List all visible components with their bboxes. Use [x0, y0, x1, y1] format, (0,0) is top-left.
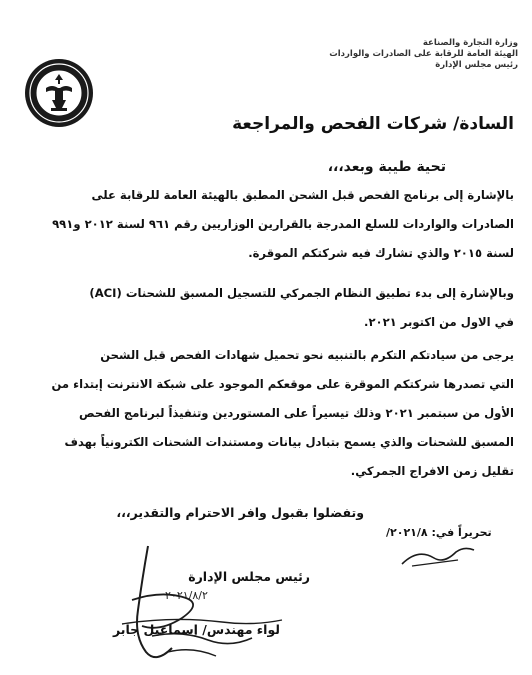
paragraph-line: لسنة ٢٠١٥ والذي تشارك فيه شركتكم الموقرة.: [248, 246, 514, 260]
paragraph-2: [22, 279, 514, 337]
paragraph-line: الصادرات والواردات للسلع المدرجة بالقرارين الوزاريين رقم ٩٦١ لسنة ٢٠١٢ و٩٩١: [52, 217, 514, 231]
paragraph-3: [22, 341, 514, 486]
paragraph-1: [22, 181, 514, 268]
addressee-heading: السادة/ شركات الفحص والمراجعة: [232, 114, 514, 134]
signatory-name: لواء مهندس/ إسماعيل جابر: [112, 622, 280, 637]
ministry-name: وزارة التجارة والصناعة: [422, 38, 518, 48]
signature-icon: [112, 540, 292, 672]
paragraph-line: وبالإشارة إلى بدء تطبيق النظام الجمركي للتسجيل المسبق للشحنات (ACI): [89, 286, 514, 300]
eagle-seal-icon: [24, 58, 94, 128]
closing-line: وتفضلوا بقبول وافر الاحترام والتقدير،،،: [116, 505, 364, 520]
handwritten-initial-icon: [398, 544, 478, 570]
paragraph-line: المسبق للشحنات والذي يسمح بتبادل بيانات ومستندات الشحنات الكترونياً بهدف: [64, 435, 514, 449]
dated-line: تحريراً في: ٢٠٢١/٨/: [386, 526, 492, 539]
greeting: تحية طيبة وبعد،،،: [327, 159, 446, 175]
paragraph-line: بالإشارة إلى برنامج الفحص قبل الشحن المطبق بالهيئة العامة للرقابة على: [91, 188, 514, 202]
paragraph-line: الأول من سبتمبر ٢٠٢١ وذلك تيسيراً على المستوردين وتنفيذاً لبرنامج الفحص: [79, 406, 514, 420]
paragraph-line: يرجى من سيادتكم التكرم بالتنبيه نحو تحميل شهادات الفحص قبل الشحن: [100, 348, 514, 362]
office-name: رئيس مجلس الإدارة: [435, 60, 518, 70]
letterhead: [278, 38, 518, 71]
handwritten-date: ٢٠٢١/٨/٢: [165, 589, 208, 602]
signatory-title: رئيس مجلس الإدارة: [188, 569, 310, 584]
paragraph-line: تقليل زمن الافراج الجمركي.: [350, 464, 514, 478]
paragraph-line: التي تصدرها شركتكم الموقرة على موقعكم الموجود على شبكة الانترنت إبتداء من: [51, 377, 514, 391]
authority-name: الهيئة العامة للرقابة على الصادرات والواردات: [329, 49, 518, 59]
paragraph-line: في الاول من اكتوبر ٢٠٢١.: [364, 315, 514, 329]
